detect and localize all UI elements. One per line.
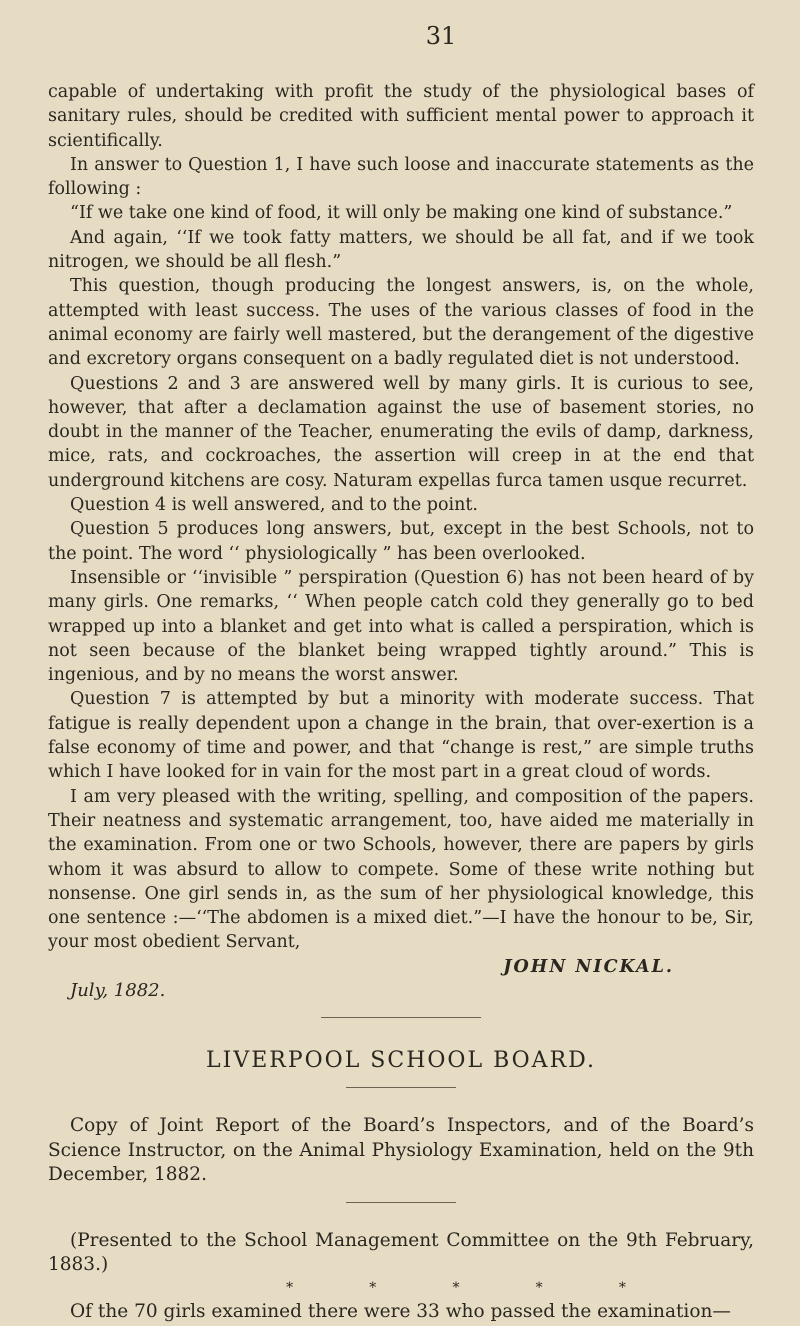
paragraph: “If we take one kind of food, it will only be making one kind of substance.” <box>70 203 733 224</box>
asterisk: * <box>369 1279 377 1296</box>
paragraph: This question, though producing the longest answers, is, on the whole, attempted with least success. The uses of the various classes of food in the animal economy are fairly well mastered, but the derangement of the digestive and excretory organs consequent on a badly regulated diet is not understood. <box>48 276 754 370</box>
paragraph: In answer to Question 1, I have such loose and inaccurate statements as the following : <box>48 154 754 200</box>
asterisk: * <box>452 1279 460 1296</box>
paragraph: Questions 2 and 3 are answered well by many girls. It is curious to see, however, that after a declamation against the use of basement stories, no doubt in the manner of the Teacher, enumerating the evils of damp, darkness, mice, rats, and cockroaches, the assertion will creep in at the end that underground kitchens are cosy. Naturam expellas furca tamen usque recurret. <box>48 373 754 491</box>
paragraph: capable of undertaking with profit the study of the physiological bases of sanitary rules, should be credited with sufficient mental power to approach it scientifically. <box>48 82 754 151</box>
board-heading: LIVERPOOL SCHOOL BOARD. <box>206 1048 596 1074</box>
paragraph: Question 5 produces long answers, but, except in the best Schools, not to the point. The word ‘‘ physiologically ” has been overlooked. <box>48 519 754 564</box>
divider <box>346 1087 456 1088</box>
asterisk: * <box>618 1279 626 1296</box>
page-number: 31 <box>425 22 457 50</box>
signature: JOHN NICKAL. <box>503 956 674 977</box>
asterisk: * <box>535 1279 543 1296</box>
report-intro: Copy of Joint Report of the Board’s Inspectors, and of the Board’s Science Instructor, on the Animal Physiology Examination, held on the 9th December, 1882. <box>48 1115 754 1186</box>
divider <box>346 1202 456 1203</box>
paragraph: I am very pleased with the writing, spelling, and composition of the papers. Their neatness and systematic arrangement, too, have aided me materially in the examination. From one or two Schools, however, there are papers by girls whom it was absurd to allow to compete. Some of these write nothing but nonsense. One girl sends in, as the sum of her physiological knowledge, this one sentence :—‘‘The abdomen is a mixed diet.”—I have the honour to be, Sir, your most obedient Servant, <box>48 786 754 953</box>
paragraph: And again, ‘‘If we took fatty matters, we should be all fat, and if we took nitrogen, we should be all flesh.” <box>48 227 754 273</box>
letter-body <box>48 80 754 1003</box>
letter-date: July, 1882. <box>70 979 166 1001</box>
paragraph: Question 7 is attempted by but a minority with moderate success. That fatigue is really dependent upon a change in the brain, that over-exertion is a false economy of time and power, and that “change is rest,” are simple truths which I have looked for in vain for the most part in a great cloud of words. <box>48 689 754 783</box>
paragraph: Insensible or ‘‘invisible ” perspiration (Question 6) has not been heard of by many girls. One remarks, ‘‘ When people catch cold they generally go to bed wrapped up into a blanket and get into what is called a perspiration, which is not seen because of the blanket being wrapped tightly around.” This is ingenious, and by no means the worst answer. <box>48 567 754 686</box>
asterisk: * <box>286 1279 294 1296</box>
divider <box>321 1017 481 1018</box>
asterisk-row <box>48 1280 754 1296</box>
presented-note: (Presented to the School Management Committee on the 9th February, 1883.) <box>48 1229 754 1276</box>
closing-line: Of the 70 girls examined there were 33 who passed the examination— <box>70 1300 731 1322</box>
paragraph: Question 4 is well answered, and to the point. <box>70 495 478 516</box>
